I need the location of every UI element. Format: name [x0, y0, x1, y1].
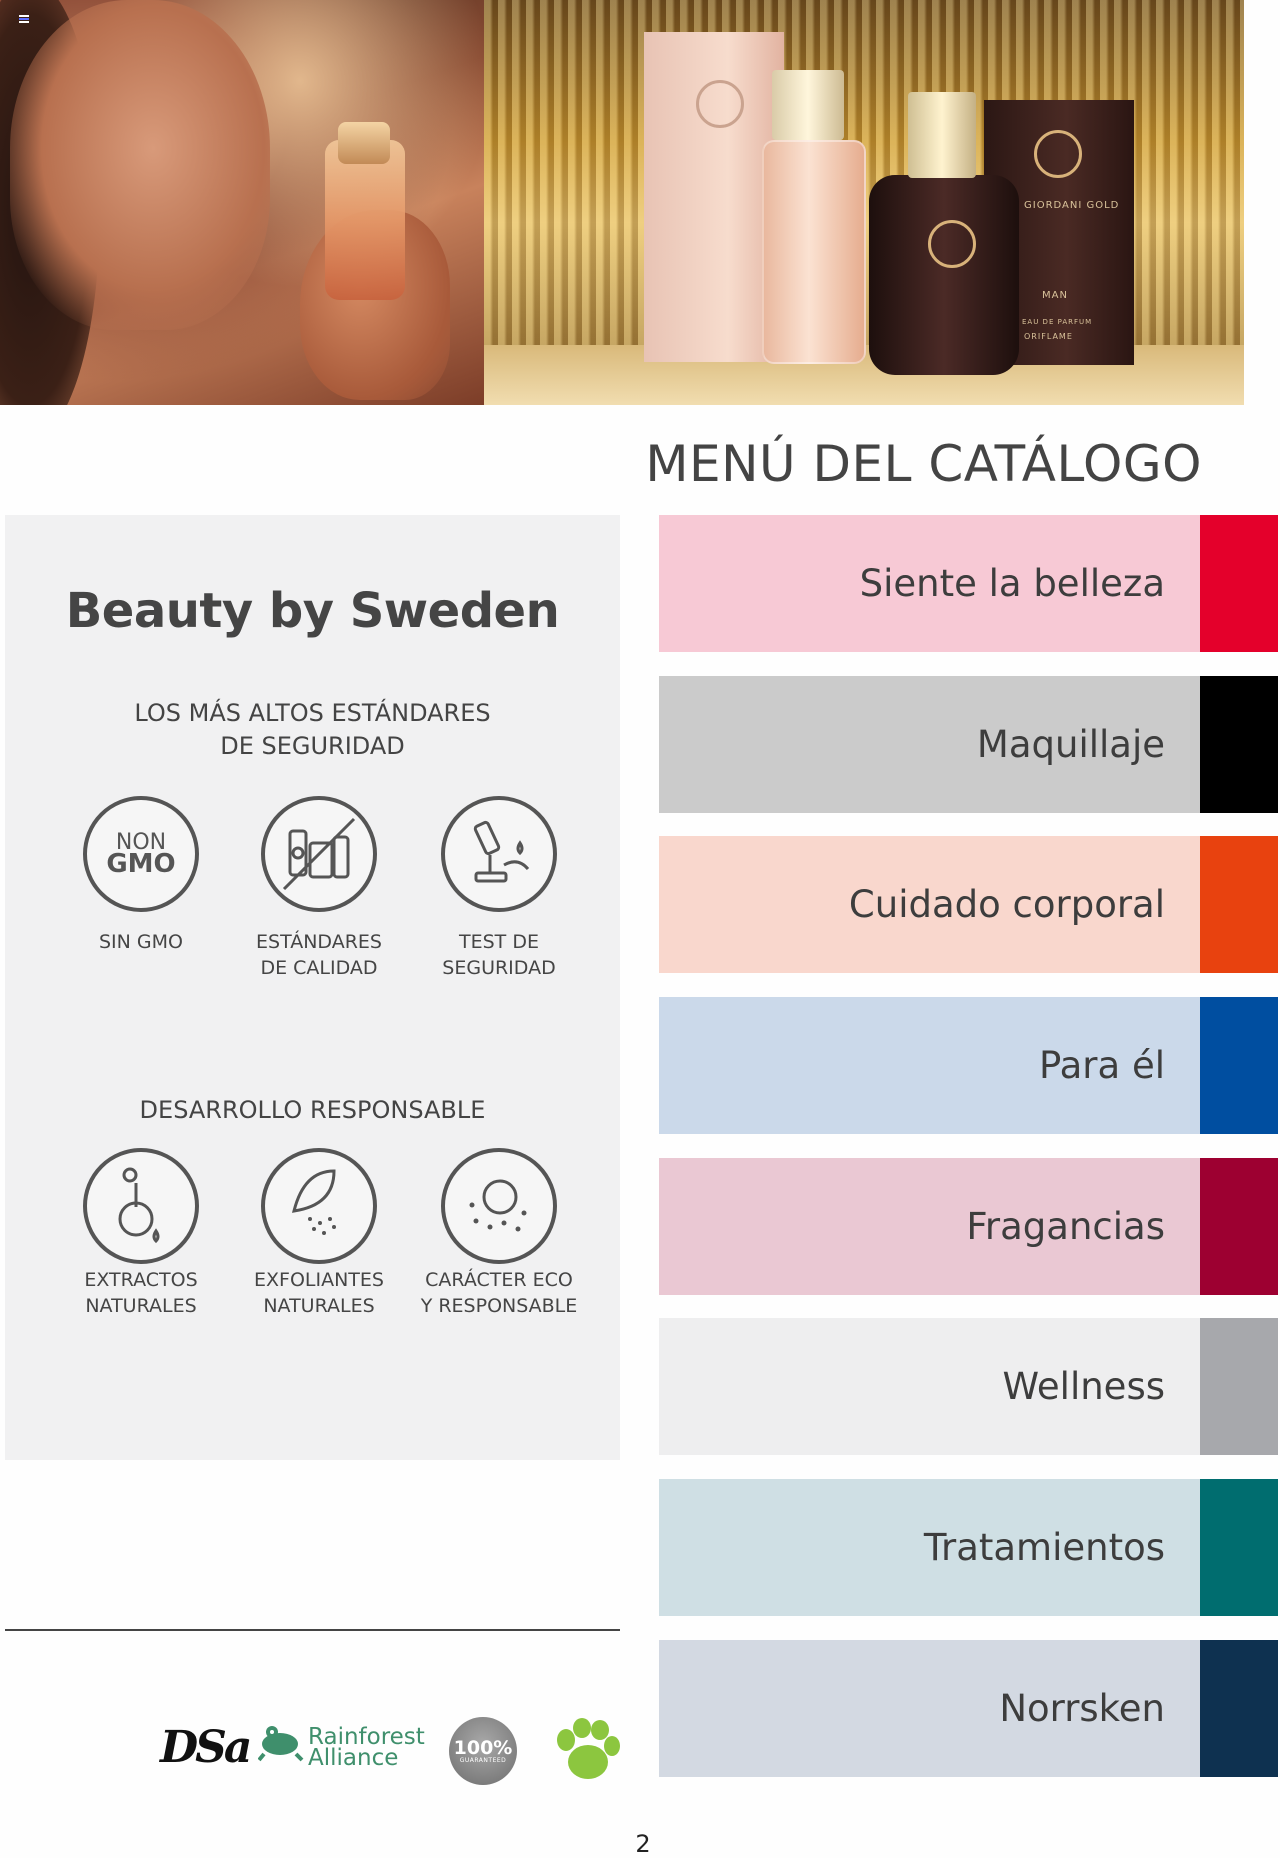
safety-section-title [5, 697, 620, 763]
eco-dots-icon [441, 1148, 557, 1264]
category-fragancias[interactable] [659, 1158, 1278, 1295]
non-gmo-text-2: GMO [106, 849, 176, 879]
microscope-icon [441, 796, 557, 912]
category-tratamientos[interactable] [659, 1479, 1278, 1616]
badge-label-exfoliants: EXFOLIANTES NATURALES [254, 1269, 384, 1317]
category-swatch [1200, 836, 1278, 973]
pink-perfume-cap [772, 70, 844, 140]
category-label: Siente la belleza [859, 562, 1165, 605]
box-edp-text: EAU DE PARFUM [1022, 318, 1093, 326]
category-swatch [1200, 1640, 1278, 1777]
panel-title: Beauty by Sweden [65, 583, 560, 639]
quality-standards-icon [261, 796, 377, 912]
giordani-logo-icon [696, 80, 744, 128]
beauty-info-panel [5, 515, 620, 1460]
category-swatch [1200, 997, 1278, 1134]
perfume-cap [338, 122, 390, 164]
category-label: Cuidado corporal [848, 883, 1165, 926]
badge-label-extracts: EXTRACTOS NATURALES [84, 1269, 198, 1317]
hero-photo-products [484, 0, 1244, 405]
category-norrsken[interactable] [659, 1640, 1278, 1777]
safety-title-line1: LOS MÁS ALTOS ESTÁNDARES [134, 699, 491, 727]
responsible-section-title: DESARROLLO RESPONSABLE [139, 1096, 486, 1124]
leaf-scrub-icon [261, 1148, 377, 1264]
dsa-logo: DSa [160, 1722, 250, 1773]
rainforest-frog-icon [258, 1722, 304, 1762]
divider [5, 1629, 620, 1631]
category-swatch [1200, 1318, 1278, 1455]
category-swatch [1200, 515, 1278, 652]
badge-label-safety-test: TEST DE SEGURIDAD [442, 931, 556, 979]
category-label: Maquillaje [976, 723, 1165, 766]
guarantee-seal: 100% GUARANTEED [449, 1717, 517, 1785]
non-gmo-icon [83, 796, 199, 912]
category-label: Tratamientos [923, 1526, 1165, 1569]
category-siente-la-belleza[interactable] [659, 515, 1278, 652]
category-para-el[interactable] [659, 997, 1278, 1134]
badge-label-non-gmo: SIN GMO [99, 931, 183, 953]
perfume-bottle [325, 140, 405, 300]
man-perfume-cap [908, 92, 976, 178]
giordani-logo-icon [928, 220, 976, 268]
category-swatch [1200, 1479, 1278, 1616]
giordani-logo-icon [1034, 130, 1082, 178]
category-swatch [1200, 676, 1278, 813]
catalog-menu-title: MENÚ DEL CATÁLOGO [645, 435, 1202, 493]
category-maquillaje[interactable] [659, 676, 1278, 813]
box-oriflame-text: ORIFLAME [1024, 332, 1073, 341]
category-swatch [1200, 1158, 1278, 1295]
paw-icon [554, 1718, 622, 1784]
category-wellness[interactable] [659, 1318, 1278, 1455]
face-shape [10, 0, 270, 330]
badge-label-quality: ESTÁNDARES DE CALIDAD [256, 931, 382, 979]
page-number: 2 [635, 1830, 651, 1858]
category-label: Fragancias [966, 1205, 1165, 1248]
category-label: Para él [1038, 1044, 1165, 1087]
box-man-text: MAN [1042, 290, 1068, 301]
badge-label-eco: CARÁCTER ECO Y RESPONSABLE [420, 1269, 578, 1317]
man-perfume-bottle [869, 175, 1019, 375]
non-gmo-text-1: NON [115, 830, 167, 855]
menu-icon[interactable] [19, 15, 29, 23]
pink-perfume-bottle [762, 140, 866, 364]
rainforest-alliance-logo: Rainforest Alliance [308, 1724, 425, 1771]
category-label: Norrsken [999, 1687, 1165, 1730]
category-cuidado-corporal[interactable] [659, 836, 1278, 973]
safety-title-line2: DE SEGURIDAD [220, 732, 405, 760]
box-brand-text: GIORDANI GOLD [1024, 200, 1120, 211]
category-label: Wellness [1002, 1365, 1165, 1408]
flask-flower-icon [83, 1148, 199, 1264]
hero-photo-woman [0, 0, 484, 405]
